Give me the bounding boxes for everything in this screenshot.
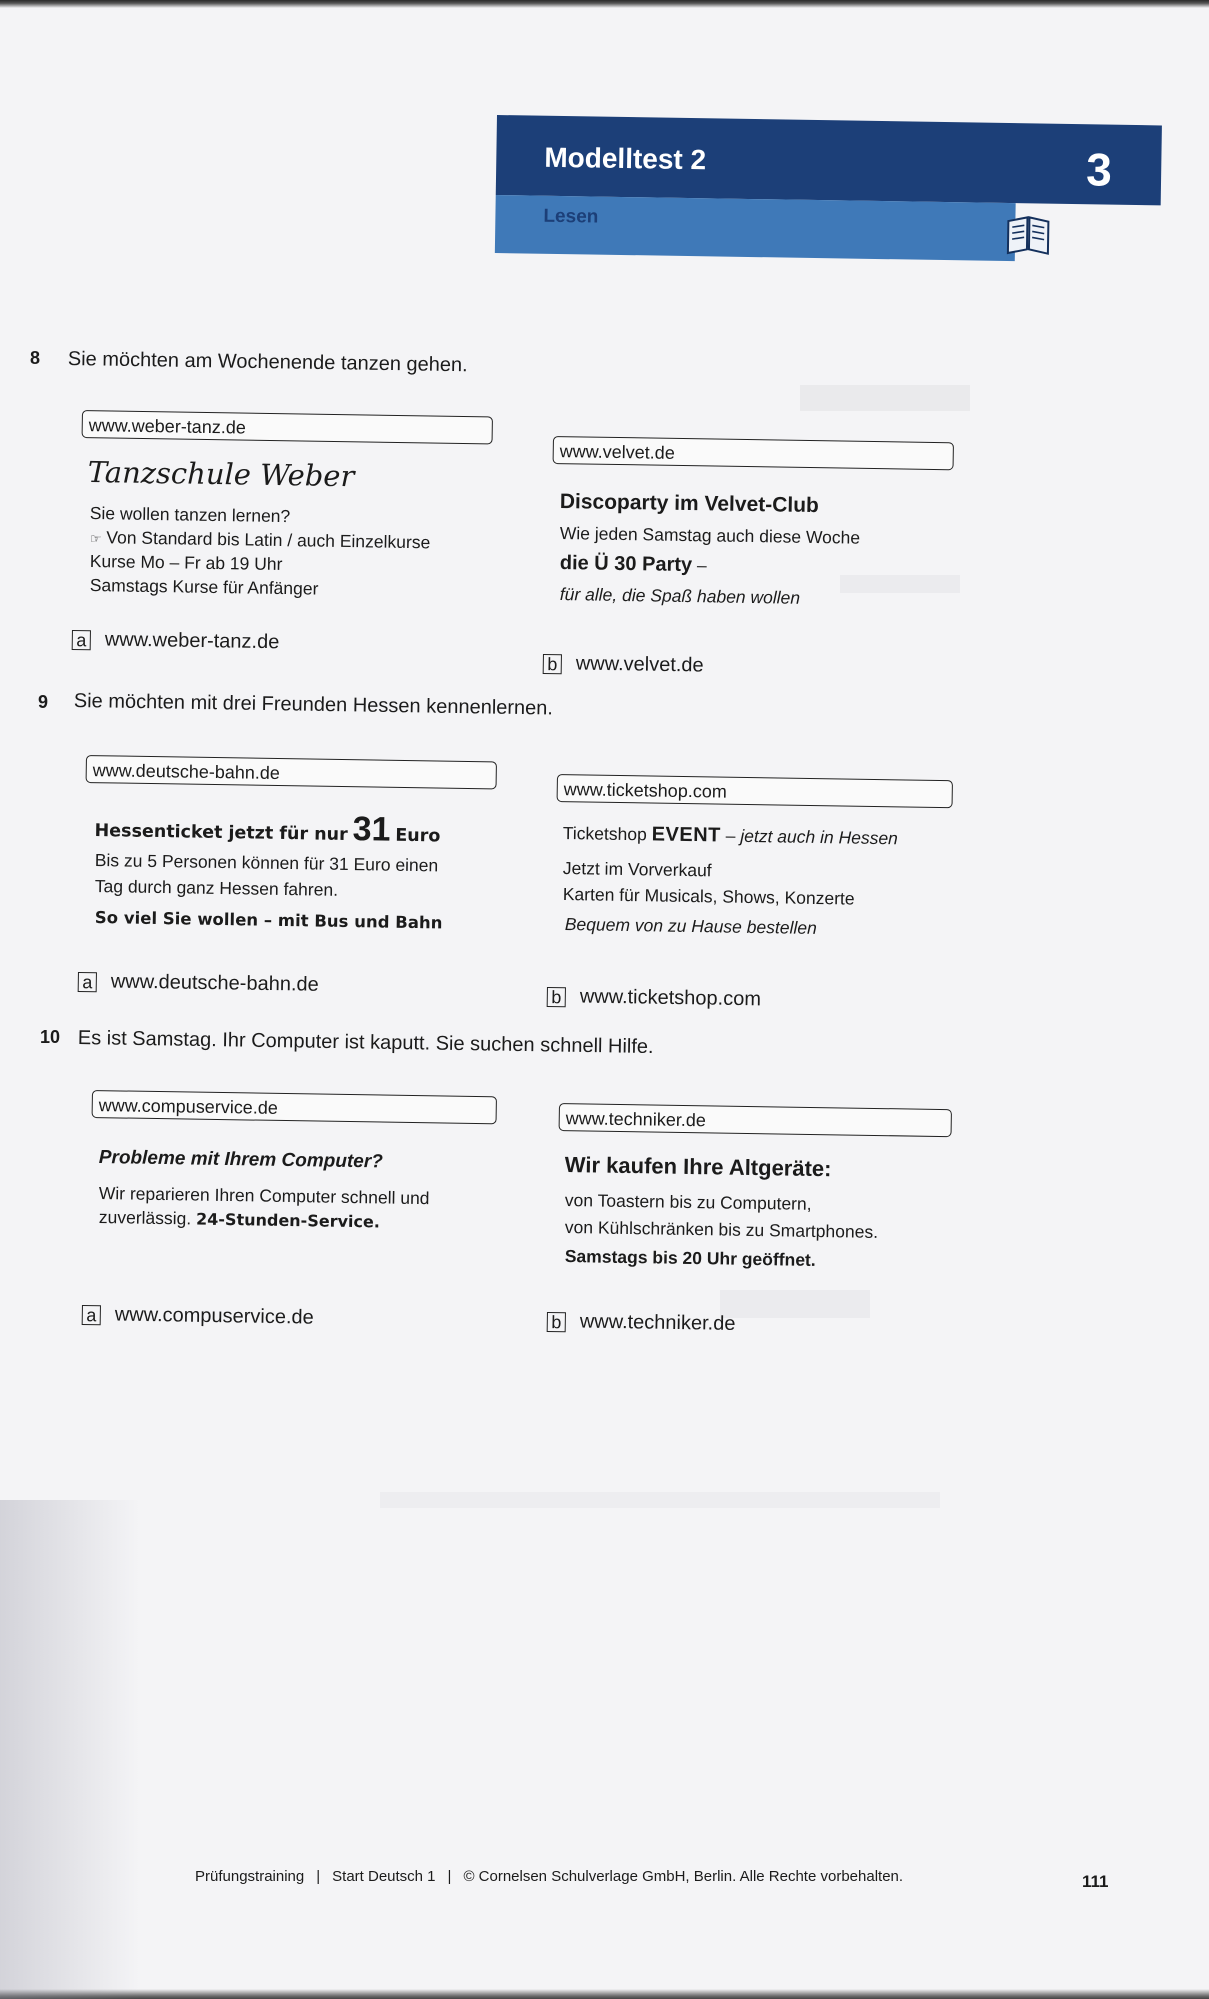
answer-url: www.weber-tanz.de: [104, 628, 280, 654]
ad-headline-text: Hessenticket jetzt für nur: [94, 820, 348, 845]
ad-line: Samstags Kurse für Anfänger: [89, 575, 319, 599]
footer-book: Start Deutsch 1: [332, 1868, 436, 1885]
ad-bold-line: So viel Sie wollen – mit Bus und Bahn: [94, 908, 443, 933]
ad-line: Karten für Musicals, Shows, Konzerte: [562, 884, 855, 909]
answer-option-b[interactable]: [547, 1310, 736, 1336]
ad-headline: [563, 822, 898, 850]
ad-italic: jetzt auch in Hessen: [740, 825, 899, 849]
answer-option-a[interactable]: [72, 628, 280, 654]
footer-copyright: © Cornelsen Schulverlage GmbH, Berlin. Alle Rechte vorbehalten.: [463, 1868, 904, 1885]
task-number: 10: [40, 1027, 61, 1047]
answer-checkbox[interactable]: a: [72, 630, 91, 650]
ad-line: von Toastern bis zu Computern,: [564, 1190, 812, 1214]
answer-checkbox[interactable]: b: [547, 1312, 566, 1332]
answer-option-a[interactable]: [82, 1303, 314, 1330]
task-number: 8: [30, 348, 41, 368]
footer-series: Prüfungstraining: [195, 1868, 305, 1885]
header-banner: [495, 115, 1162, 273]
ad-bold-line: Samstags bis 20 Uhr geöffnet.: [564, 1246, 816, 1270]
ad-line: Jetzt im Vorverkauf: [562, 858, 712, 881]
answer-checkbox[interactable]: b: [543, 654, 562, 674]
ad-line: für alle, die Spaß haben wollen: [559, 584, 801, 608]
answer-option-b[interactable]: [547, 985, 762, 1011]
page-shadow: [0, 1500, 140, 1999]
ad-headline: Wir kaufen Ihre Altgeräte:: [564, 1152, 832, 1182]
price-currency: Euro: [395, 825, 441, 847]
page-title: Modelltest 2: [544, 141, 707, 176]
ad-bold-line: die Ü 30 Party: [559, 552, 693, 577]
open-book-icon: [1005, 209, 1052, 256]
ad-bold-text: 24-Stunden-Service.: [195, 1209, 381, 1232]
ad-line: [90, 527, 431, 553]
ad-line: [560, 552, 707, 577]
page-footer: [195, 1868, 903, 1885]
answer-url: www.deutsche-bahn.de: [110, 970, 319, 996]
footer-separator: |: [447, 1868, 452, 1885]
task-prompt: Sie möchten mit drei Freunden Hessen kennenlernen.: [73, 690, 554, 720]
part-number: 3: [1085, 143, 1113, 196]
url-box: www.weber-tanz.de: [82, 410, 493, 444]
ad-line: Wie jeden Samstag auch diese Woche: [559, 523, 861, 548]
answer-url: www.velvet.de: [575, 652, 704, 677]
ad-line: Bequem von zu Hause bestellen: [564, 914, 817, 938]
ad-line-text: zuverlässig.: [98, 1207, 192, 1229]
ad-headline-text: Ticketshop: [562, 822, 647, 845]
ad-line: Kurse Mo – Fr ab 19 Uhr: [89, 551, 283, 575]
school-logo: Tanzschule Weber: [87, 455, 355, 494]
pointing-hand-icon: ☞: [89, 531, 102, 548]
answer-url: www.ticketshop.com: [579, 985, 762, 1011]
answer-url: www.compuservice.de: [114, 1303, 314, 1329]
answer-checkbox[interactable]: a: [82, 1305, 101, 1325]
task-prompt: Sie möchten am Wochenende tanzen gehen.: [67, 348, 468, 377]
footer-separator: |: [316, 1868, 321, 1885]
bleed-through-block: [840, 575, 960, 593]
url-box: www.compuservice.de: [92, 1090, 497, 1124]
task-number: 9: [38, 692, 49, 712]
ad-brand: EVENT: [651, 823, 722, 847]
answer-checkbox[interactable]: a: [78, 972, 97, 992]
ad-line: [99, 1207, 380, 1232]
url-box: www.techniker.de: [559, 1103, 952, 1137]
ad-line: Sie wollen tanzen lernen?: [89, 503, 291, 527]
url-box: www.deutsche-bahn.de: [86, 755, 497, 789]
bleed-through-block: [380, 1492, 940, 1508]
page-number: 111: [1082, 1872, 1109, 1891]
page-top-edge: [0, 0, 1209, 8]
ad-headline: [94, 806, 440, 850]
ad-line-text: Von Standard bis Latin / auch Einzelkurse: [106, 527, 431, 553]
task-prompt: Es ist Samstag. Ihr Computer ist kaputt. Sie suchen schnell Hilfe.: [77, 1027, 654, 1059]
ad-headline: Probleme mit Ihrem Computer?: [98, 1147, 383, 1173]
answer-url: www.techniker.de: [579, 1310, 736, 1335]
bleed-through-block: [720, 1290, 870, 1318]
dash: –: [691, 555, 707, 576]
price-number: 31: [352, 810, 391, 849]
page-bottom-edge: [0, 1989, 1209, 1999]
ad-line: Tag durch ganz Hessen fahren.: [94, 876, 339, 900]
dash: –: [720, 825, 741, 846]
url-box: www.velvet.de: [553, 436, 954, 470]
answer-option-a[interactable]: [78, 970, 319, 997]
url-box: www.ticketshop.com: [557, 774, 953, 808]
ad-line: Bis zu 5 Personen können für 31 Euro einen: [94, 850, 439, 876]
ad-headline: Discoparty im Velvet-Club: [559, 490, 820, 518]
answer-option-b[interactable]: [543, 652, 704, 678]
ad-line: Wir reparieren Ihren Computer schnell und: [98, 1183, 430, 1209]
ad-line: von Kühlschränken bis zu Smartphones.: [564, 1217, 879, 1242]
section-label: Lesen: [543, 205, 599, 228]
bleed-through-block: [800, 385, 970, 411]
answer-checkbox[interactable]: b: [547, 987, 566, 1007]
